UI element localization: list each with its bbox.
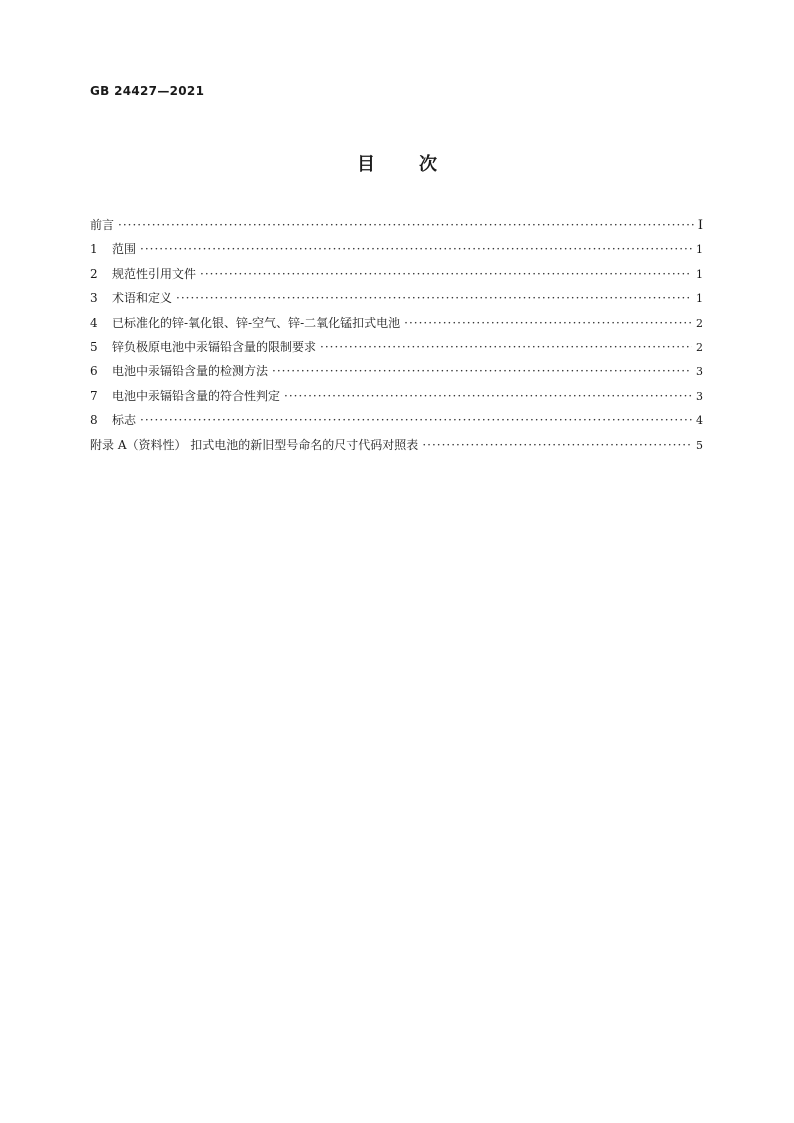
toc-leader-dots: [404, 316, 692, 330]
title-char: 次: [419, 154, 437, 175]
toc-page: 1: [696, 243, 703, 257]
standard-number: GB 24427—2021: [90, 84, 205, 98]
toc-entry-4[interactable]: [90, 314, 703, 338]
toc-leader-dots: [272, 364, 692, 378]
toc-number: 5: [90, 339, 98, 354]
toc-label: 已标准化的锌-氧化银、锌-空气、锌-二氧化锰扣式电池: [112, 315, 401, 330]
toc-page: 1: [696, 292, 703, 306]
toc-page: 2: [696, 340, 703, 354]
title-char: 目: [357, 154, 375, 175]
toc-leader-dots: [118, 218, 694, 232]
toc-page: 2: [696, 316, 703, 330]
toc-number: 7: [90, 388, 98, 403]
toc-leader-dots: [200, 267, 692, 281]
toc-page: 4: [696, 414, 703, 428]
toc-number: 4: [90, 315, 98, 330]
toc-leader-dots: [320, 340, 692, 354]
toc-number: 6: [90, 364, 98, 379]
toc-entry-2[interactable]: [90, 265, 703, 289]
toc-leader-dots: [422, 438, 692, 452]
toc-page: 1: [696, 267, 703, 281]
toc-entry-5[interactable]: [90, 338, 703, 362]
toc-number: 2: [90, 266, 98, 281]
page-title: [0, 150, 794, 176]
toc-number: 1: [90, 242, 98, 257]
toc-entry-8[interactable]: [90, 411, 703, 435]
toc-label: 电池中汞镉铅含量的检测方法: [112, 364, 269, 379]
toc-entry-3[interactable]: [90, 289, 703, 313]
toc-leader-dots: [284, 389, 692, 403]
toc-label: 标志: [112, 413, 137, 428]
toc-number: 8: [90, 413, 98, 428]
table-of-contents: [90, 216, 703, 460]
toc-leader-dots: [176, 291, 692, 305]
toc-label: 电池中汞镉铅含量的符合性判定: [112, 388, 281, 403]
toc-label: 附录 A（资料性） 扣式电池的新旧型号命名的尺寸代码对照表: [90, 437, 419, 452]
toc-leader-dots: [140, 242, 692, 256]
toc-page: Ⅰ: [697, 218, 703, 233]
toc-number: 3: [90, 291, 98, 306]
toc-entry-appendix-a[interactable]: [90, 436, 703, 460]
toc-entry-1[interactable]: [90, 240, 703, 264]
toc-leader-dots: [140, 413, 692, 427]
toc-label: 前言: [90, 218, 115, 232]
toc-page: 5: [696, 438, 703, 452]
toc-label: 范围: [112, 242, 137, 257]
toc-label: 术语和定义: [112, 291, 173, 306]
toc-entry-7[interactable]: [90, 387, 703, 411]
toc-page: 3: [696, 365, 703, 379]
toc-page: 3: [696, 389, 703, 403]
toc-entry-foreword[interactable]: [90, 216, 703, 240]
toc-entry-6[interactable]: [90, 362, 703, 386]
toc-label: 规范性引用文件: [112, 266, 197, 281]
toc-label: 锌负极原电池中汞镉铅含量的限制要求: [112, 339, 317, 354]
